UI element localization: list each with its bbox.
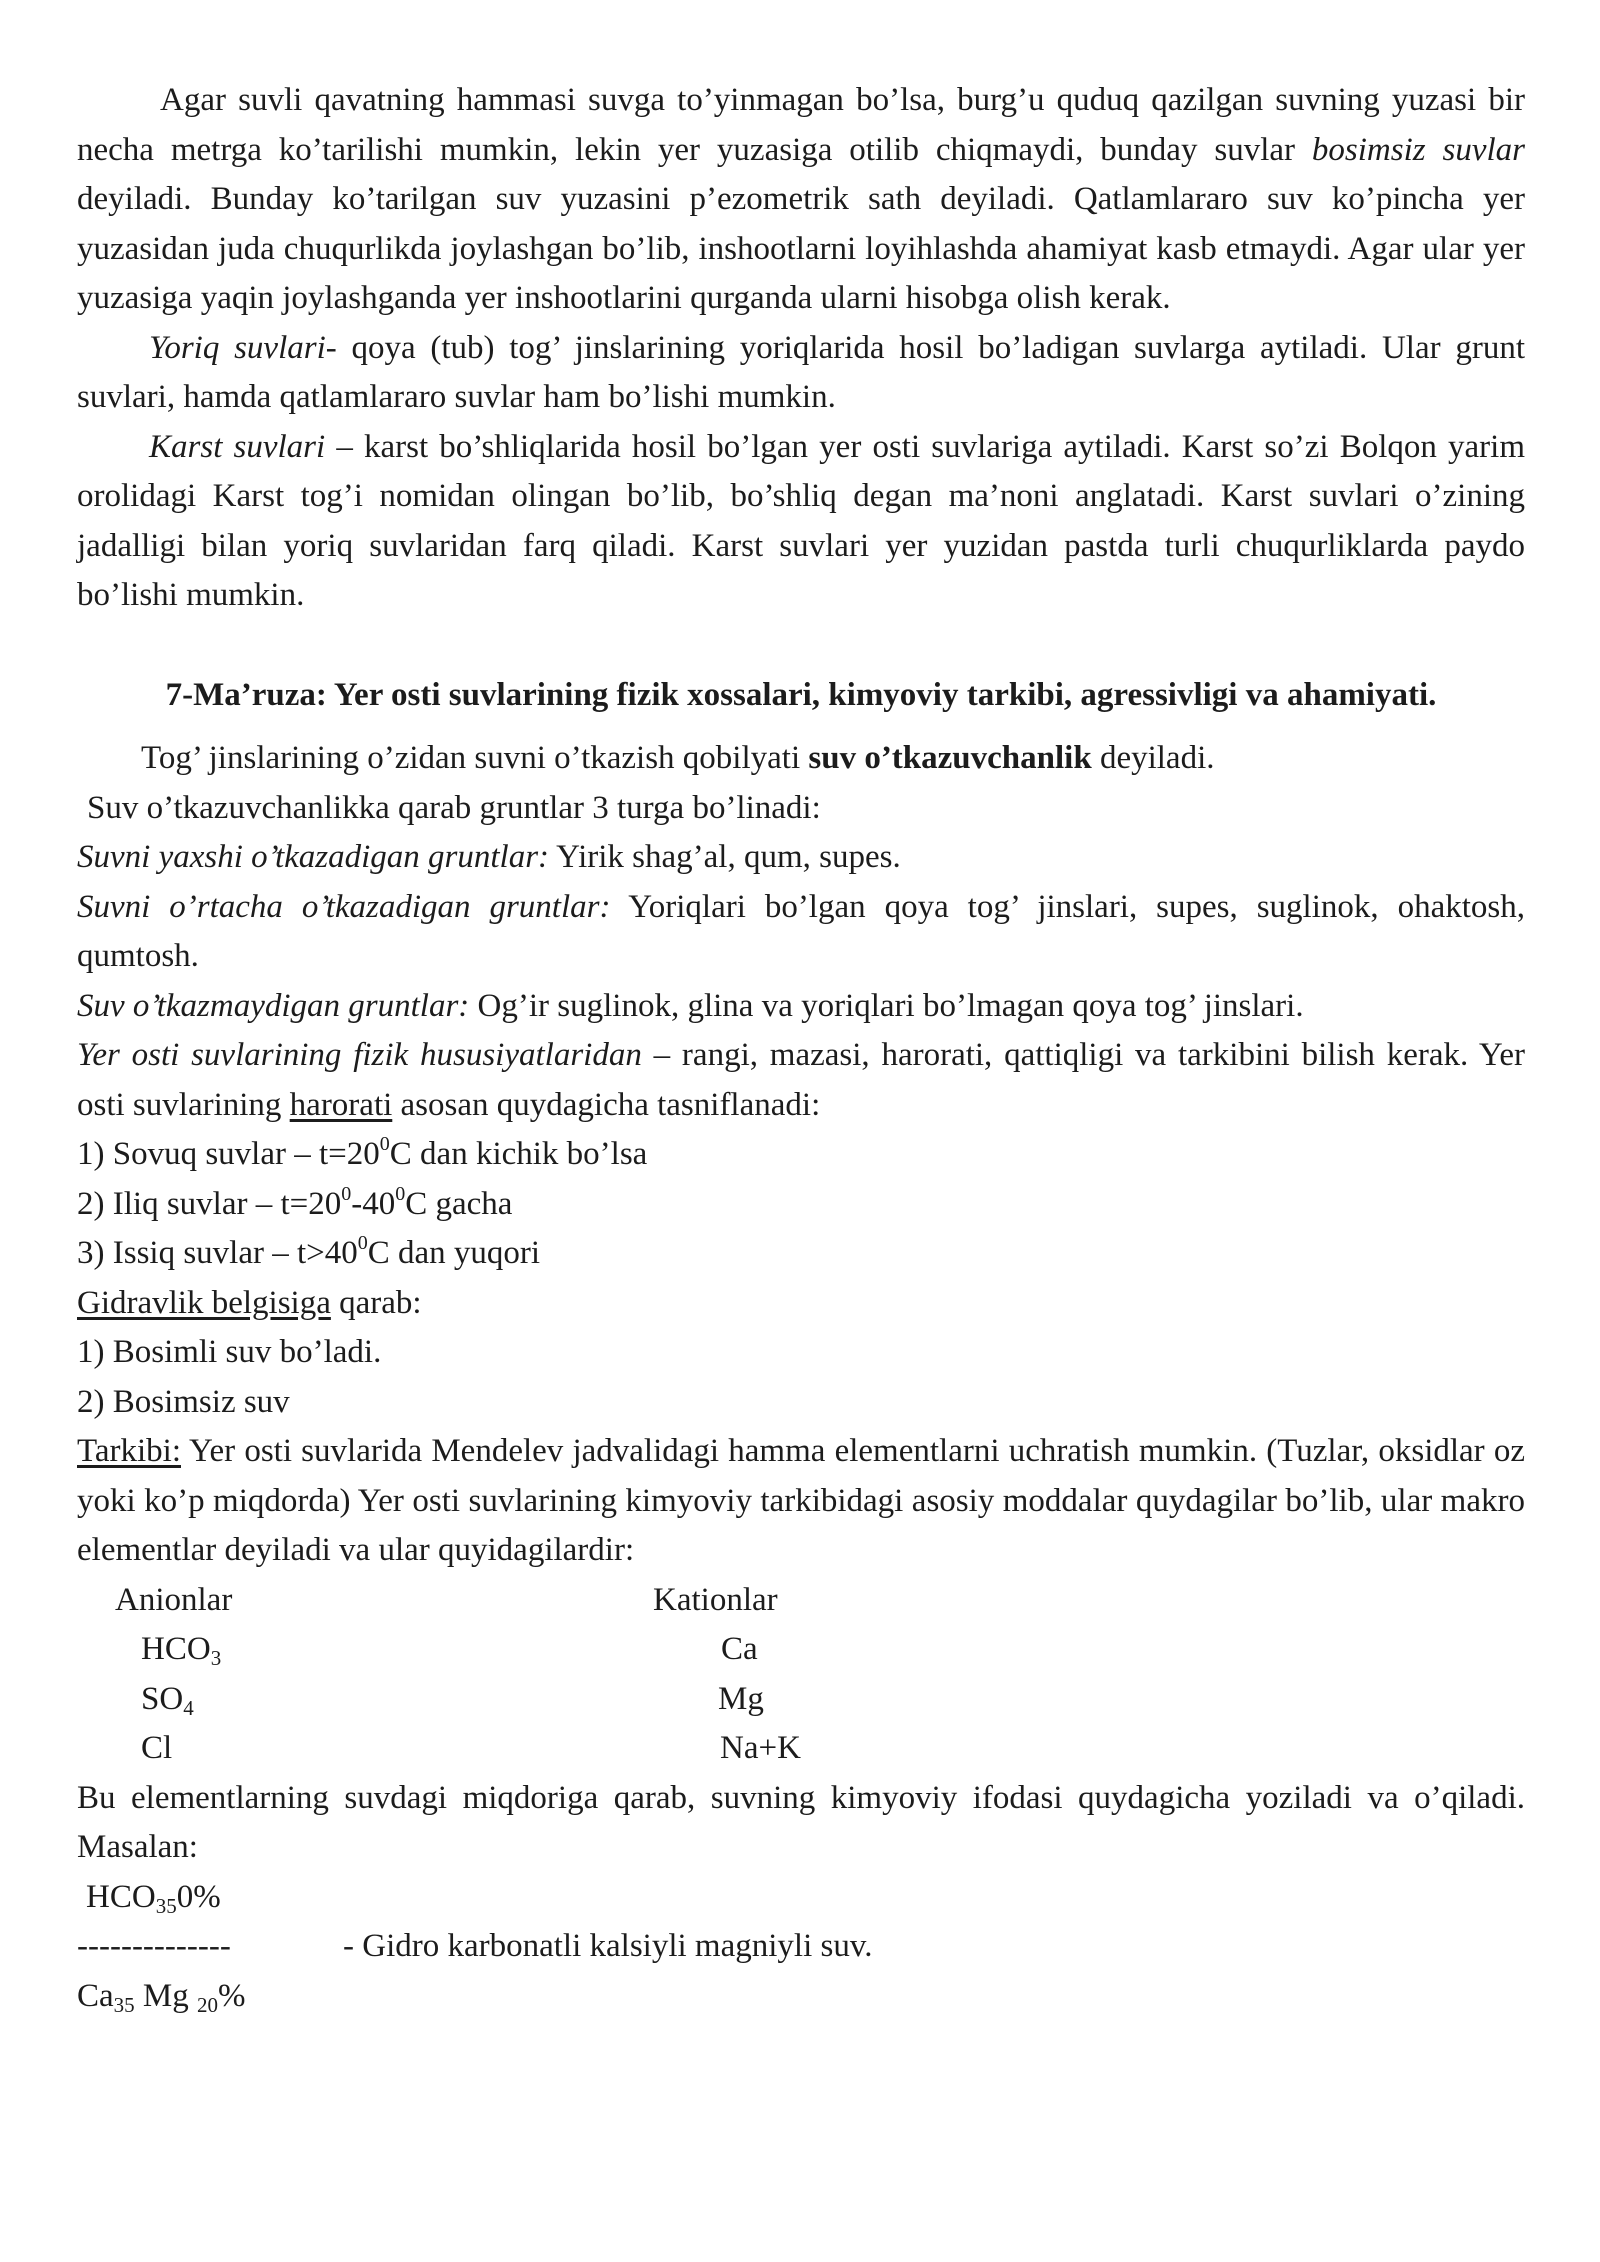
formula-symbol: Ca: [77, 1977, 114, 2014]
anion: [141, 1724, 172, 1774]
formula-value: 0%: [176, 1878, 221, 1915]
paragraph-grunt-turlari: Suv o’tkazuvchanlikka qarab gruntlar 3 turga bo’linadi:: [87, 789, 821, 826]
paragraph-text: Tog’ jinslarining o’zidan suvni o’tkazish qobilyati: [141, 740, 809, 776]
temp-text: 2) Iliq suvlar – t=20: [77, 1185, 342, 1222]
paragraph-text: – karst bo’shliqlarida hosil bo’lgan yer osti suvlariga aytiladi. Karst so’zi Bolqon yarim orolidagi Karst tog’i nomidan olingan bo’lib, bo’shliq degan ma’noni anglatadi. Karst suvlari o’zining jadalligi bilan yoriq suvlaridan farq qiladi. Karst suvlari yer yuzidan pastda turli chuqurliklarda paydo bo’lishi mumkin.: [77, 428, 1525, 613]
paragraph-bosimsiz-suvlar: [77, 76, 1525, 324]
soil-type-term: Suvni yaxshi o’tkazadigan gruntlar:: [77, 839, 550, 875]
ions-row: [77, 1724, 1525, 1774]
formula-top: [86, 1873, 221, 1923]
formula-dashes: --------------: [77, 1928, 231, 1964]
cation: Ca: [721, 1631, 758, 1667]
formula-subscript: 35: [113, 1992, 135, 2017]
paragraph-karst-suvlari: [77, 423, 1525, 621]
soil-type-text: Og’ir suglinok, glina va yoriqlari bo’lmagan qoya tog’ jinslari.: [469, 987, 1304, 1024]
underlined-gidravlik: Gidravlik belgisiga: [77, 1284, 331, 1321]
temp-text: 3) Issiq suvlar – t>40: [77, 1235, 358, 1271]
hydraulic-item: 1) Bosimli suv bo’ladi.: [77, 1334, 382, 1370]
temperature-item: [77, 1130, 1525, 1180]
degree-superscript: 0: [357, 1232, 368, 1254]
ions-row: [77, 1625, 1525, 1675]
soil-type-item: [77, 833, 1525, 883]
paragraph-fizik-xususiyatlar: [77, 1031, 1525, 1130]
paragraph-kimyoviy-ifoda: Bu elementlarning suvdagi miqdoriga qarab, suvning kimyoviy ifodasi quydagicha yoziladi va o’qiladi. Masalan:: [77, 1779, 1525, 1865]
formula-numerator: [77, 1873, 1525, 1923]
formula-bottom: [77, 1972, 246, 2022]
ions-row: [77, 1675, 1525, 1725]
hydraulic-item: 2) Bosimsiz suv: [77, 1383, 290, 1420]
underlined-harorati: harorati: [289, 1086, 393, 1123]
paragraph-text: – rangi, mazasi, harorati, qattiqligi va tarkibini bilish kerak. Yer osti suvlarining: [77, 1037, 1525, 1123]
formula-value: %: [218, 1977, 246, 2014]
temp-text: C dan yuqori: [367, 1235, 541, 1271]
spacer: [77, 621, 1525, 671]
hydraulic-heading: [77, 1279, 1525, 1329]
paragraph-text: deyiladi. Bunday ko’tarilgan suv yuzasini p’ezometrik sath deyiladi. Qatlamlararo suv ko’pincha yer yuzasidan juda chuqurlikda joylashgan bo’lib, inshootlarni loyihlashda ahamiyat kasb etmaydi. Agar ular yer yuzasiga yaqin joylashganda yer inshootlarini qurganda ularni hisobga olish kerak.: [77, 181, 1525, 316]
soil-type-term: Suvni o’rtacha o’tkazadigan gruntlar:: [77, 888, 611, 925]
anion-subscript: 3: [210, 1646, 222, 1670]
anion: [141, 1625, 221, 1675]
formula-description: - Gidro karbonatli kalsiyli magniyli suv.: [343, 1928, 873, 1964]
underlined-tarkibi: Tarkibi:: [77, 1433, 181, 1469]
temperature-item: [77, 1229, 1525, 1279]
anion: [141, 1675, 194, 1725]
temp-text: C gacha: [405, 1185, 513, 1222]
document-body: [77, 76, 1525, 2021]
soil-type-item: [77, 982, 1525, 1032]
temp-text: -40: [351, 1185, 396, 1222]
term-karst-suvlari: Karst suvlari: [149, 428, 326, 465]
paragraph-suv-otkazuvchanlik: [77, 734, 1525, 784]
paragraph-text: Agar suvli qavatning hammasi suvga to’yinmagan bo’lsa, burg’u quduq qazilgan suvning yuzasi bir necha metrga ko’tarilishi mumkin, lekin yer yuzasiga otilib chiqmaydi, bunday suvlar: [77, 82, 1525, 168]
soil-type-term: Suv o’tkazmaydigan gruntlar:: [77, 987, 470, 1024]
paragraph-yoriq-suvlari: [77, 324, 1525, 423]
anion-subscript: 4: [183, 1695, 194, 1720]
term-yoriq-suvlari: Yoriq suvlari: [149, 329, 326, 366]
degree-superscript: 0: [379, 1133, 390, 1155]
formula-fraction-line: [77, 1922, 1525, 1972]
temperature-item: [77, 1180, 1525, 1230]
cation: Mg: [718, 1680, 764, 1717]
formula-symbol: Mg: [134, 1977, 198, 2014]
formula-symbol: HCO: [86, 1878, 156, 1915]
cations-header: Kationlar: [653, 1581, 778, 1618]
cation: Na+K: [720, 1730, 801, 1766]
lecture-heading: 7-Ma’ruza: Yer osti suvlarining fizik xossalari, kimyoviy tarkibi, agressivligi va ahamiyati.: [165, 676, 1437, 713]
anions-header: Anionlar: [115, 1581, 233, 1618]
soil-type-text: Yoriqlari bo’lgan qoya tog’ jinslari, supes, suglinok, ohaktosh, qumtosh.: [77, 888, 1525, 974]
formula-denominator: [77, 1972, 1525, 2022]
degree-superscript: 0: [341, 1182, 352, 1205]
formula-subscript: 20: [197, 1992, 219, 2017]
paragraph-text: deyiladi.: [1091, 740, 1215, 776]
paragraph-text: Yer osti suvlarida Mendelev jadvalidagi hamma elementlarni uchratish mumkin. (Tuzlar, oksidlar oz yoki ko’p miqdorda) Yer osti suvlarining kimyoviy tarkibidagi asosiy moddalar quydagilar bo’lib, ular makro elementlar deyiladi va ular quyidagilardir:: [77, 1433, 1525, 1568]
formula-subscript: 35: [155, 1893, 177, 1918]
term-bosimsiz-suvlar: bosimsiz suvlar: [1311, 131, 1525, 168]
paragraph-tarkibi: [77, 1427, 1525, 1576]
anion-symbol: Cl: [141, 1730, 173, 1766]
anion-symbol: HCO: [141, 1631, 211, 1667]
paragraph-text: asosan quydagicha tasniflanadi:: [392, 1086, 821, 1123]
anion-symbol: SO: [141, 1680, 184, 1717]
term-suv-otkazuvchanlik: suv o’tkazuvchanlik: [808, 740, 1092, 776]
term-fizik-xususiyatlar: Yer osti suvlarining fizik hususiyatlaridan: [77, 1037, 642, 1073]
soil-type-item: [77, 883, 1525, 982]
soil-type-text: Yirik shag’al, qum, supes.: [549, 839, 901, 875]
degree-superscript: 0: [395, 1182, 406, 1205]
ions-header-row: [77, 1576, 1525, 1626]
paragraph-text: - qoya (tub) tog’ jinslarining yoriqlarida hosil bo’ladigan suvlarga aytiladi. Ular grunt suvlari, hamda qatlamlararo suvlar ham bo’lishi mumkin.: [77, 329, 1525, 415]
temp-text: 1) Sovuq suvlar – t=20: [77, 1136, 380, 1172]
paragraph-text: qarab:: [330, 1284, 422, 1321]
temp-text: C dan kichik bo’lsa: [389, 1136, 648, 1172]
